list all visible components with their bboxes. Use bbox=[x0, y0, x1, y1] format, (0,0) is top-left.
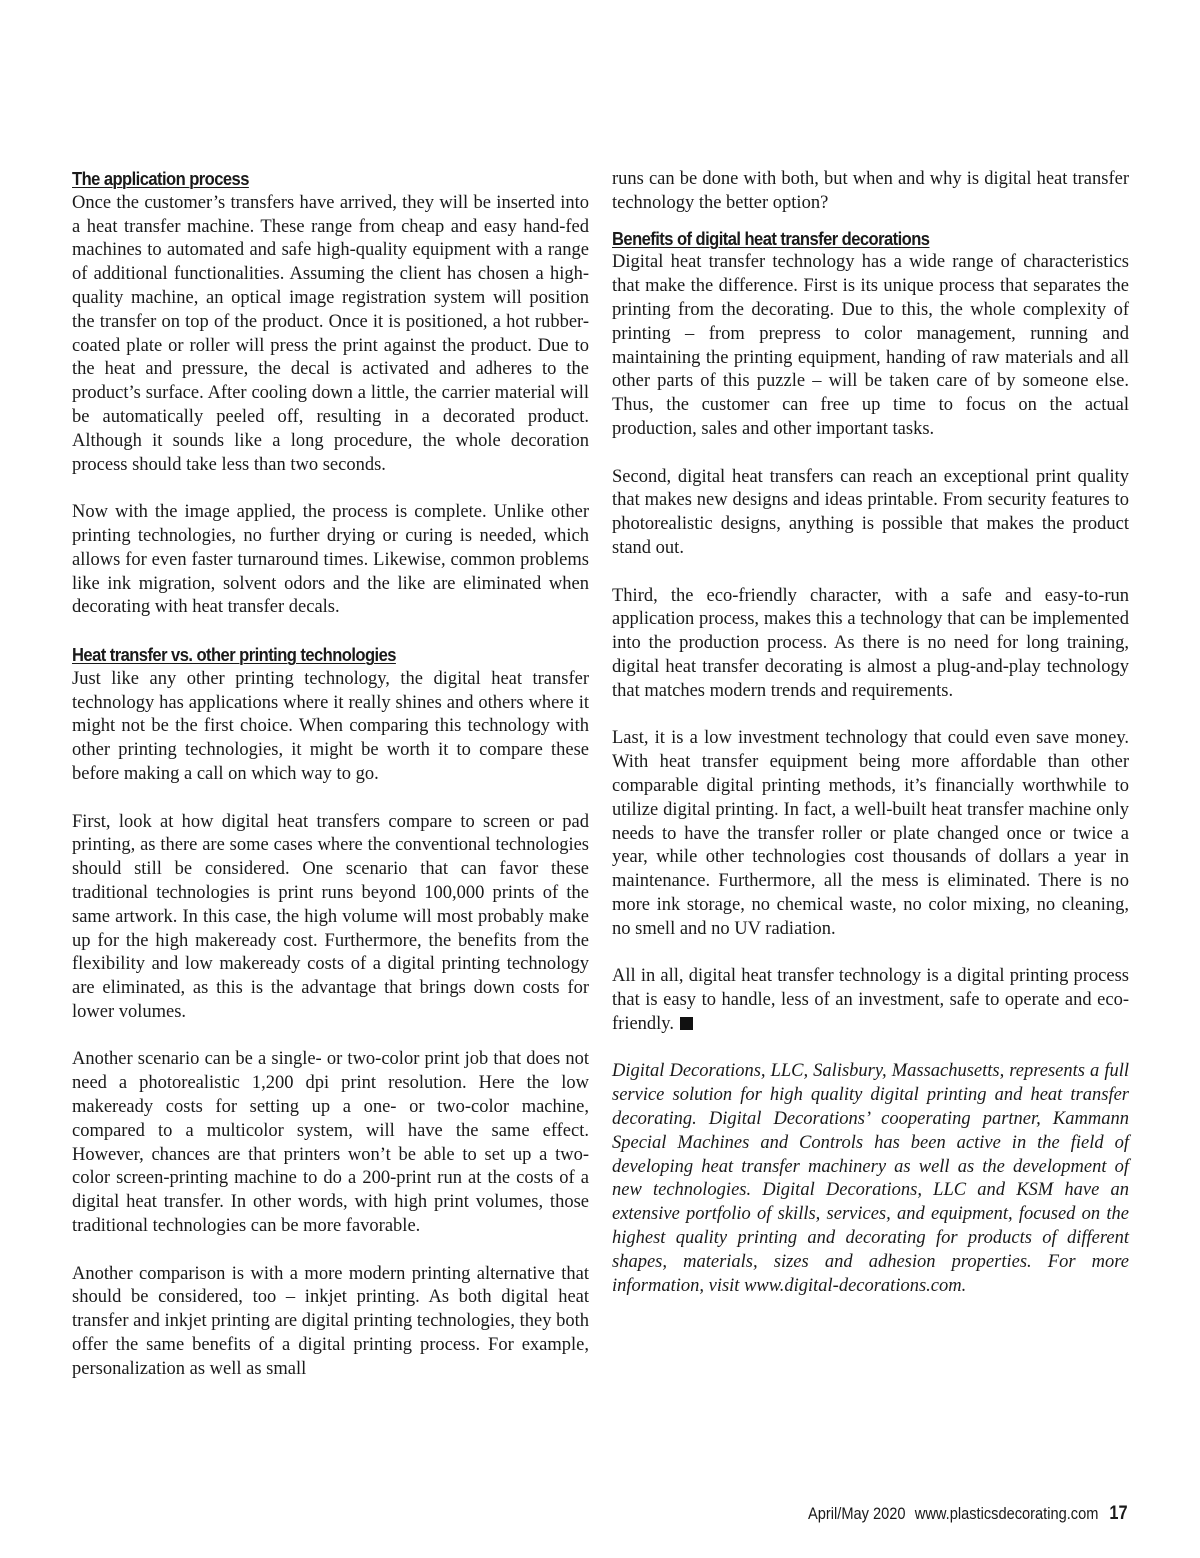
left-column bbox=[72, 168, 589, 1382]
paragraph-screen-pad: First, look at how digital heat transfers compare to screen or pad printing, as there are some cases where the conventional technologies should still be considered. One scenario that can favor these traditional technologies is print runs beyond 100,000 prints of the same artwork. In this case, the high volume will most probably make up for the high makeready cost. Furthermore, the benefits from the flexibility and low makeready costs of a digital printing technology are eliminated, as this is the advantage that brings down costs for lower volumes. bbox=[72, 811, 589, 1022]
paragraph-application-1: Once the customer’s transfers have arrived, they will be inserted into a heat transfer machine. These range from cheap and easy hand-fed machines to automated and safe high-quality equipment with a range of additional functionalities. Assuming the client has chosen a high-quality machine, an optical image registration system will position the transfer on top of the product. Once it is positioned, a hot rubber-coated plate or roller will press the print against the product. Due to the heat and pressure, the decal is activated and adheres to the product’s surface. After cooling down a little, the carrier material will be automatically peeled off, resulting in a decorated product. Although it sounds like a long procedure, the whole decoration process should take less than two seconds. bbox=[72, 192, 589, 475]
paragraph-application-2: Now with the image applied, the process is complete. Unlike other printing technologies, no further drying or curing is needed, which allows for even faster turnaround times. Likewise, common problems like ink migration, solvent odors and the like are eliminated when decorating with heat transfer decals. bbox=[72, 502, 589, 618]
author-bio: Digital Decorations, LLC, Salisbury, Massachusetts, represents a full service solution for high quality digital printing and heat transfer decorating. Digital Decorations’ cooperating partner, Kammann Special Machines and Controls has been active in the field of developing heat transfer machinery as well as the development of new technologies. Digital Decorations, LLC and KSM have an extensive portfolio of skills, services, and equipment, focused on the highest quality printing and decorating for products of different shapes, materials, sizes and adhesion properties. For more information, visit www.digital-decorations.com. bbox=[612, 1061, 1129, 1296]
right-column bbox=[612, 168, 1129, 1322]
footer-issue-date: April/May 2020 bbox=[808, 1504, 906, 1523]
footer-website: www.plasticsdecorating.com bbox=[915, 1504, 1099, 1523]
paragraph-benefit-last: Last, it is a low investment technology that could even save money. With heat transfer equipment being more affordable than other comparable digital printing methods, it’s financially worthwhile to utilize digital printing. In fact, a well-built heat transfer machine only needs to have the transfer roller or plate changed once or twice a year, while other technologies cost thousands of dollars a year in maintenance. Furthermore, all the mess is eliminated. There is no more ink storage, no chemical waste, no color mixing, no cleaning, no smell and no UV radiation. bbox=[612, 728, 1129, 939]
page-number: 17 bbox=[1109, 1503, 1128, 1524]
paragraph-two-color: Another scenario can be a single- or two-color print job that does not need a photorealistic 1,200 dpi print resolution. Here the low makeready costs for setting up a one- or two-color machine, compared to a multicolor system, will have the same effect. However, chances are that printers won’t be able to set up a two-color screen-printing machine to do a 200-print run at the costs of a digital heat transfer. In other words, with high print volumes, those traditional technologies can be more favorable. bbox=[72, 1049, 589, 1237]
paragraph-comparison-intro: Just like any other printing technology, the digital heat transfer technology has applications where it really shines and others where it might not be the first choice. When comparing this technology with other printing technologies, it might be worth it to compare these before making a call on which way to go. bbox=[72, 668, 589, 784]
paragraph-continued: runs can be done with both, but when and why is digital heat transfer technology the better option? bbox=[612, 169, 1129, 213]
paragraph-inkjet: Another comparison is with a more modern printing alternative that should be considered, too – inkjet printing. As both digital heat transfer and inkjet printing are digital printing technologies, they both offer the same benefits of a digital printing process. For example, personalization as well as small bbox=[72, 1263, 589, 1379]
paragraph-benefit-first: Digital heat transfer technology has a wide range of characteristics that make the difference. First is its unique process that separates the printing from the decorating. Due to this, the whole complexity of printing – from prepress to color management, running and maintaining the printing equipment, handing of raw materials and all other parts of this puzzle – will be taken care of by someone else. Thus, the customer can free up time to focus on the actual production, sales and other important tasks. bbox=[612, 252, 1129, 439]
black-square-icon bbox=[680, 1017, 693, 1030]
page-footer bbox=[808, 1503, 1128, 1525]
conclusion-text: All in all, digital heat transfer technology is a digital printing process that is easy to handle, less of an investment, safe to operate and eco-friendly. bbox=[612, 966, 1129, 1034]
paragraph-benefit-third: Third, the eco-friendly character, with a safe and easy-to-run application process, makes this a technology that can be implemented into the production process. As there is no need for long training, digital heat transfer decorating is almost a plug-and-play technology that matches modern trends and requirements. bbox=[612, 585, 1129, 701]
paragraph-conclusion bbox=[612, 965, 1129, 1036]
heading-application-process: The application process bbox=[72, 169, 249, 189]
heading-heat-transfer-vs: Heat transfer vs. other printing technologies bbox=[72, 644, 396, 665]
paragraph-benefit-second: Second, digital heat transfers can reach an exceptional print quality that makes new designs and ideas printable. From security features to photorealistic designs, anything is possible that makes the product stand out. bbox=[612, 466, 1129, 558]
heading-benefits: Benefits of digital heat transfer decorations bbox=[612, 228, 930, 249]
